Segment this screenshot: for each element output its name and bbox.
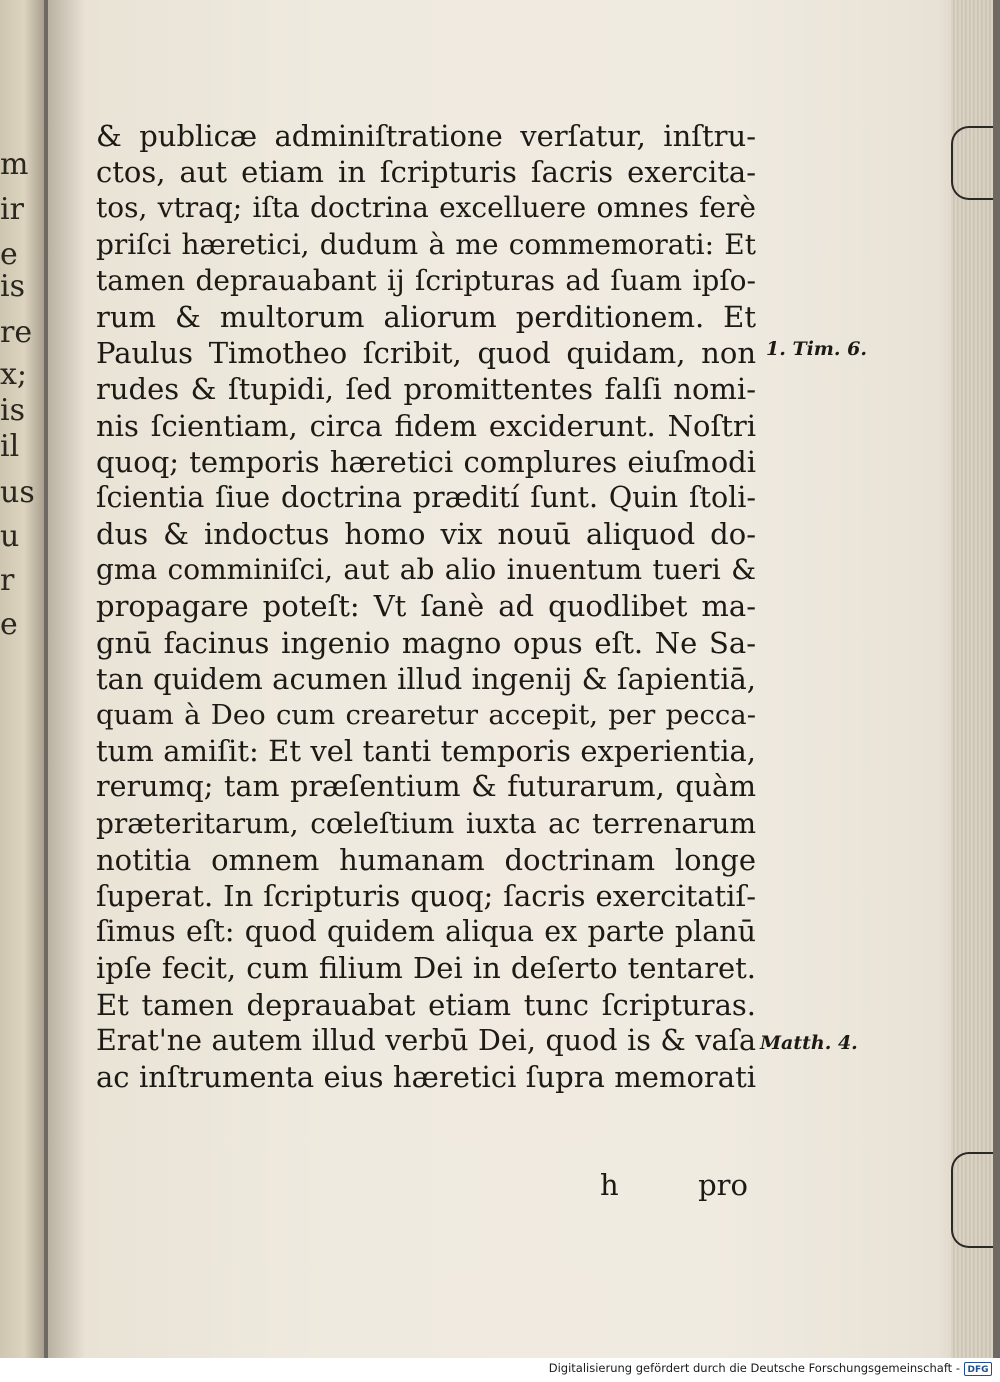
text-line: Erat'ne autem illud verbū Dei, quod is & vaſa	[96, 1023, 756, 1057]
text-line: ſuperat. In ſcripturis quoq; ſacris exercitatiſ-	[96, 878, 756, 913]
text-line: ac inſtrumenta eius hæretici ſupra memorati	[96, 1059, 756, 1094]
catchword: pro	[698, 1168, 748, 1202]
text-line: propagare poteſt: Vt ſanè ad quodlibet ma-	[96, 589, 756, 624]
main-text-block	[96, 118, 756, 1095]
text-line: rerumq; tam præſentium & futurarum, quàm	[96, 770, 756, 804]
text-line: quoq; temporis hæretici complures eiuſmodi	[96, 444, 756, 479]
text-line: gma comminiſci, aut ab alio inuentum tueri &	[96, 553, 756, 587]
text-line: rum & multorum aliorum perditionem. Et	[96, 299, 756, 334]
text-line: ſcientia ſiue doctrina prædití ſunt. Quin ſtoli-	[96, 480, 756, 514]
text-line: ſimus eſt: quod quidem aliqua ex parte planū	[96, 915, 756, 949]
dfg-logo-icon: DFG	[964, 1362, 992, 1376]
previous-page-fragment: is	[0, 393, 25, 428]
text-line: notitia omnem humanam doctrinam longe	[96, 842, 756, 877]
text-line: tum amiſit: Et vel tanti temporis experientia,	[96, 734, 756, 769]
digitization-credit-bar	[0, 1358, 1000, 1382]
previous-page-fragment: ir	[0, 192, 24, 227]
text-line: priſci hæretici, dudum à me commemorati: Et	[96, 227, 756, 261]
text-line: Et tamen deprauabat etiam tunc ſcripturas.	[96, 987, 756, 1022]
text-line: præteritarum, cœleſtium iuxta ac terrenarum	[96, 806, 756, 840]
page-tab-bottom	[951, 1152, 993, 1248]
previous-page-fragment: r	[0, 563, 15, 598]
text-line: gnū facinus ingenio magno opus eſt. Ne Sa-	[96, 625, 756, 660]
text-line: quam à Deo cum crearetur accepit, per pecca-	[96, 699, 756, 731]
previous-page-fragment: x;	[0, 357, 28, 392]
previous-page-fragment: re	[0, 315, 33, 350]
previous-page-fragment: il	[0, 429, 20, 464]
page-footer	[96, 1168, 756, 1208]
previous-page-fragment: e	[0, 607, 18, 642]
previous-page-fragment: is	[0, 269, 25, 304]
previous-page-text-fragments	[0, 0, 35, 1358]
credit-text: Digitalisierung gefördert durch die Deutsche Forschungsgemeinschaft -	[548, 1361, 960, 1375]
text-line: tamen deprauabant ij ſcripturas ad ſuam ipſo-	[96, 263, 756, 297]
text-line: rudes & ſtupidi, ſed promittentes falſi nomi-	[96, 372, 756, 407]
text-line: tan quidem acumen illud ingenij & ſapientiā,	[96, 661, 756, 696]
text-line: & publicæ adminiſtratione verſatur, inſtru-	[96, 119, 756, 153]
marginal-note-tim: 1. Tim. 6.	[766, 338, 867, 360]
text-line: nis ſcientiam, circa fidem exciderunt. Noſtri	[96, 408, 756, 443]
marginal-note-matth: Matth. 4.	[760, 1032, 858, 1054]
text-line: ipſe fecit, cum filium Dei in deſerto tentaret.	[96, 951, 756, 986]
text-line: tos, vtraq; iſta doctrina excelluere omnes ferè	[96, 191, 756, 225]
previous-page-fragment: e	[0, 237, 18, 272]
previous-page-fragment: us	[0, 475, 35, 510]
previous-page-edge	[0, 0, 44, 1358]
text-line: ctos, aut etiam in ſcripturis ſacris exercita-	[96, 155, 756, 190]
previous-page-fragment: m	[0, 147, 29, 182]
signature-mark: h	[600, 1168, 619, 1202]
previous-page-fragment: u	[0, 519, 20, 554]
text-line: Paulus Timotheo ſcribit, quod quidam, non	[96, 336, 756, 371]
text-line: dus & indoctus homo vix nouū aliquod do-	[96, 517, 756, 552]
page-tab-top	[951, 126, 993, 200]
